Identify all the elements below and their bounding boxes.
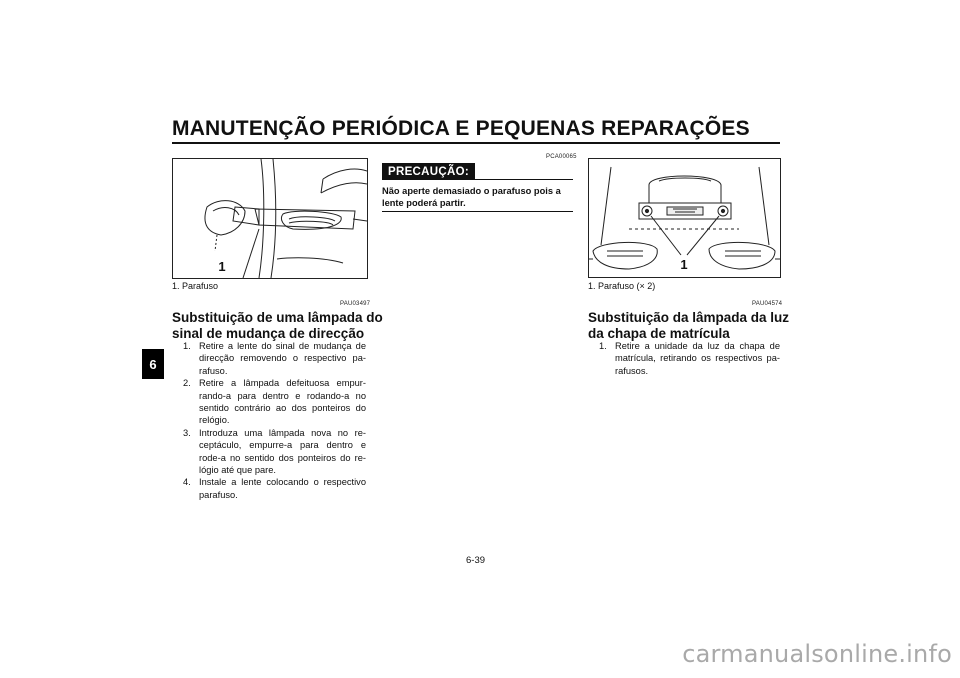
step-line: rando-a para dentro e rodando-a no — [199, 390, 366, 401]
reference-code: PAU04574 — [752, 301, 783, 307]
figure-caption: 1. Parafuso (× 2) — [588, 281, 656, 291]
caution-text — [382, 185, 573, 209]
figure-caption: 1. Parafuso — [172, 281, 219, 291]
step-line: parafuso. — [199, 489, 238, 500]
heading-line: da chapa de matrícula — [588, 326, 730, 341]
turn-signal-illustration — [173, 159, 367, 278]
step-line: Retire a unidade da luz da chapa de — [615, 341, 780, 351]
header-rule — [172, 142, 780, 144]
step-line: sentido contrário ao dos ponteiros do — [199, 403, 366, 414]
reference-code: PAU03497 — [340, 301, 371, 307]
list-item — [183, 427, 366, 477]
heading-line: Substituição de uma lâmpada do — [172, 310, 383, 325]
step-line: rafuso. — [199, 365, 228, 376]
step-line: direcção removendo o respectivo pa- — [199, 353, 366, 364]
step-line: Retire a lente do sinal de mudança de — [199, 341, 366, 351]
section-heading — [172, 310, 383, 342]
caution-label: PRECAUÇÃO: — [382, 163, 475, 180]
step-list — [183, 340, 366, 501]
step-number: 2. — [183, 378, 191, 389]
list-item — [183, 340, 366, 377]
caution-rule-top — [470, 179, 573, 180]
step-line: Retire a lâmpada defeituosa empur- — [199, 378, 366, 389]
step-line: relógio. — [199, 415, 230, 426]
callout-number: 1 — [680, 257, 688, 272]
step-line: matrícula, retirando os respectivos pa- — [615, 353, 780, 364]
reference-code: PCA00065 — [546, 154, 577, 160]
heading-line: Substituição da lâmpada da luz — [588, 310, 790, 325]
license-light-illustration — [589, 159, 780, 277]
page-title: MANUTENÇÃO PERIÓDICA E PEQUENAS REPARAÇÕES — [172, 117, 750, 140]
step-line: ceptáculo, empurre-a para dentro e — [199, 440, 366, 451]
callout-number: 1 — [218, 259, 226, 274]
step-number: 4. — [183, 477, 191, 488]
caution-rule-bottom — [382, 211, 573, 212]
list-item — [183, 476, 366, 501]
section-heading — [588, 310, 789, 342]
step-line: Introduza uma lâmpada nova no re- — [199, 427, 366, 438]
caution-line: Não aperte demasiado o parafuso pois a — [382, 186, 561, 196]
list-item — [599, 340, 780, 377]
watermark: carmanualsonline.info — [682, 640, 952, 668]
page-number: 6-39 — [466, 555, 486, 566]
heading-line: sinal de mudança de direcção — [172, 326, 365, 341]
chapter-tab: 6 — [142, 349, 164, 379]
step-line: lógio até que pare. — [199, 465, 277, 476]
step-number: 1. — [599, 341, 607, 351]
license-light-figure — [588, 158, 781, 278]
step-line: Instale a lente colocando o respectivo — [199, 477, 366, 488]
list-item — [183, 377, 366, 427]
turn-signal-figure — [172, 158, 368, 279]
step-line: rafusos. — [615, 365, 649, 376]
caution-line: lente poderá partir. — [382, 198, 466, 208]
step-list — [599, 340, 780, 377]
step-line: rode-a no sentido dos ponteiros do re- — [199, 452, 366, 463]
step-number: 1. — [183, 341, 191, 351]
step-number: 3. — [183, 427, 191, 438]
